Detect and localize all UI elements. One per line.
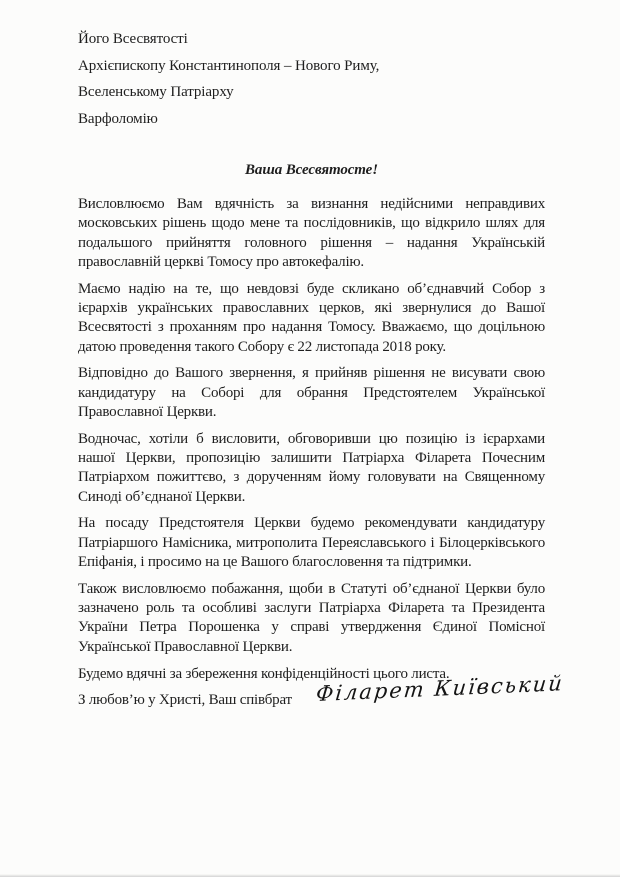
paragraph-gratitude: Висловлюємо Вам вдячність за визнання недійсними неправдивих московських рішень щодо мене та послідовників, що відкрило шлях для подальшого прийняття головного рішення – надання Українській православній церкві Томосу про автокефалію.	[78, 196, 545, 270]
recipient-line-name: Варфоломію	[78, 110, 158, 127]
paragraph-sobor-date: Маємо надію на те, що невдовзі буде скликано об’єднавчий Собор з ієрархів українських православних церков, які звернулися до Вашої Всесвятості з проханням про надання Томосу. Вважаємо, що доцільною датою проведення такого Собору є 22 листопада 2018 року.	[78, 280, 545, 355]
handwritten-signature: Філарет Київський	[314, 671, 565, 707]
salutation: Ваша Всесвятосте!	[245, 162, 378, 178]
paragraph-recommendation: На посаду Предстоятеля Церкви будемо рекомендувати кандидатуру Патріаршого Намісника, митрополита Переяславського і Білоцерківського Епіфанія, і просимо на це Вашого благословення та підтримки.	[78, 515, 545, 571]
closing-line: З любов’ю у Христі, Ваш співбрат	[78, 692, 292, 709]
recipient-line-archbishop: Архієпископу Константинополя – Нового Риму,	[78, 57, 380, 74]
paragraph-statute: Також висловлюємо побажання, щоби в Статуті об’єднаної Церкви було зазначено роль та особливі заслуги Патріарха Філарета та Президента України Петра Порошенка у справі утвердження Єдиної Помісної Української Православної Церкви.	[78, 580, 545, 655]
paragraph-candidacy: Відповідно до Вашого звернення, я прийняв рішення не висувати свою кандидатуру на Соборі для обрання Предстоятелем Української Православної Церкви.	[78, 365, 545, 420]
confidentiality-line: Будемо вдячні за збереження конфіденційності цього листа.	[78, 665, 450, 682]
recipient-line-patriarch: Вселенському Патріарху	[78, 84, 234, 100]
recipient-block	[78, 26, 545, 132]
recipient-line-title: Його Всесвятості	[78, 31, 188, 47]
paragraph-honorary-patriarch: Водночас, хотіли б висловити, обговоривши цю позицію із ієрархами нашої Церкви, пропозицію залишити Патріарха Філарета Почесним Патріархом пожиттєво, з дорученням йому головувати на Священному Синоді об’єднаної Церкви.	[78, 430, 545, 505]
